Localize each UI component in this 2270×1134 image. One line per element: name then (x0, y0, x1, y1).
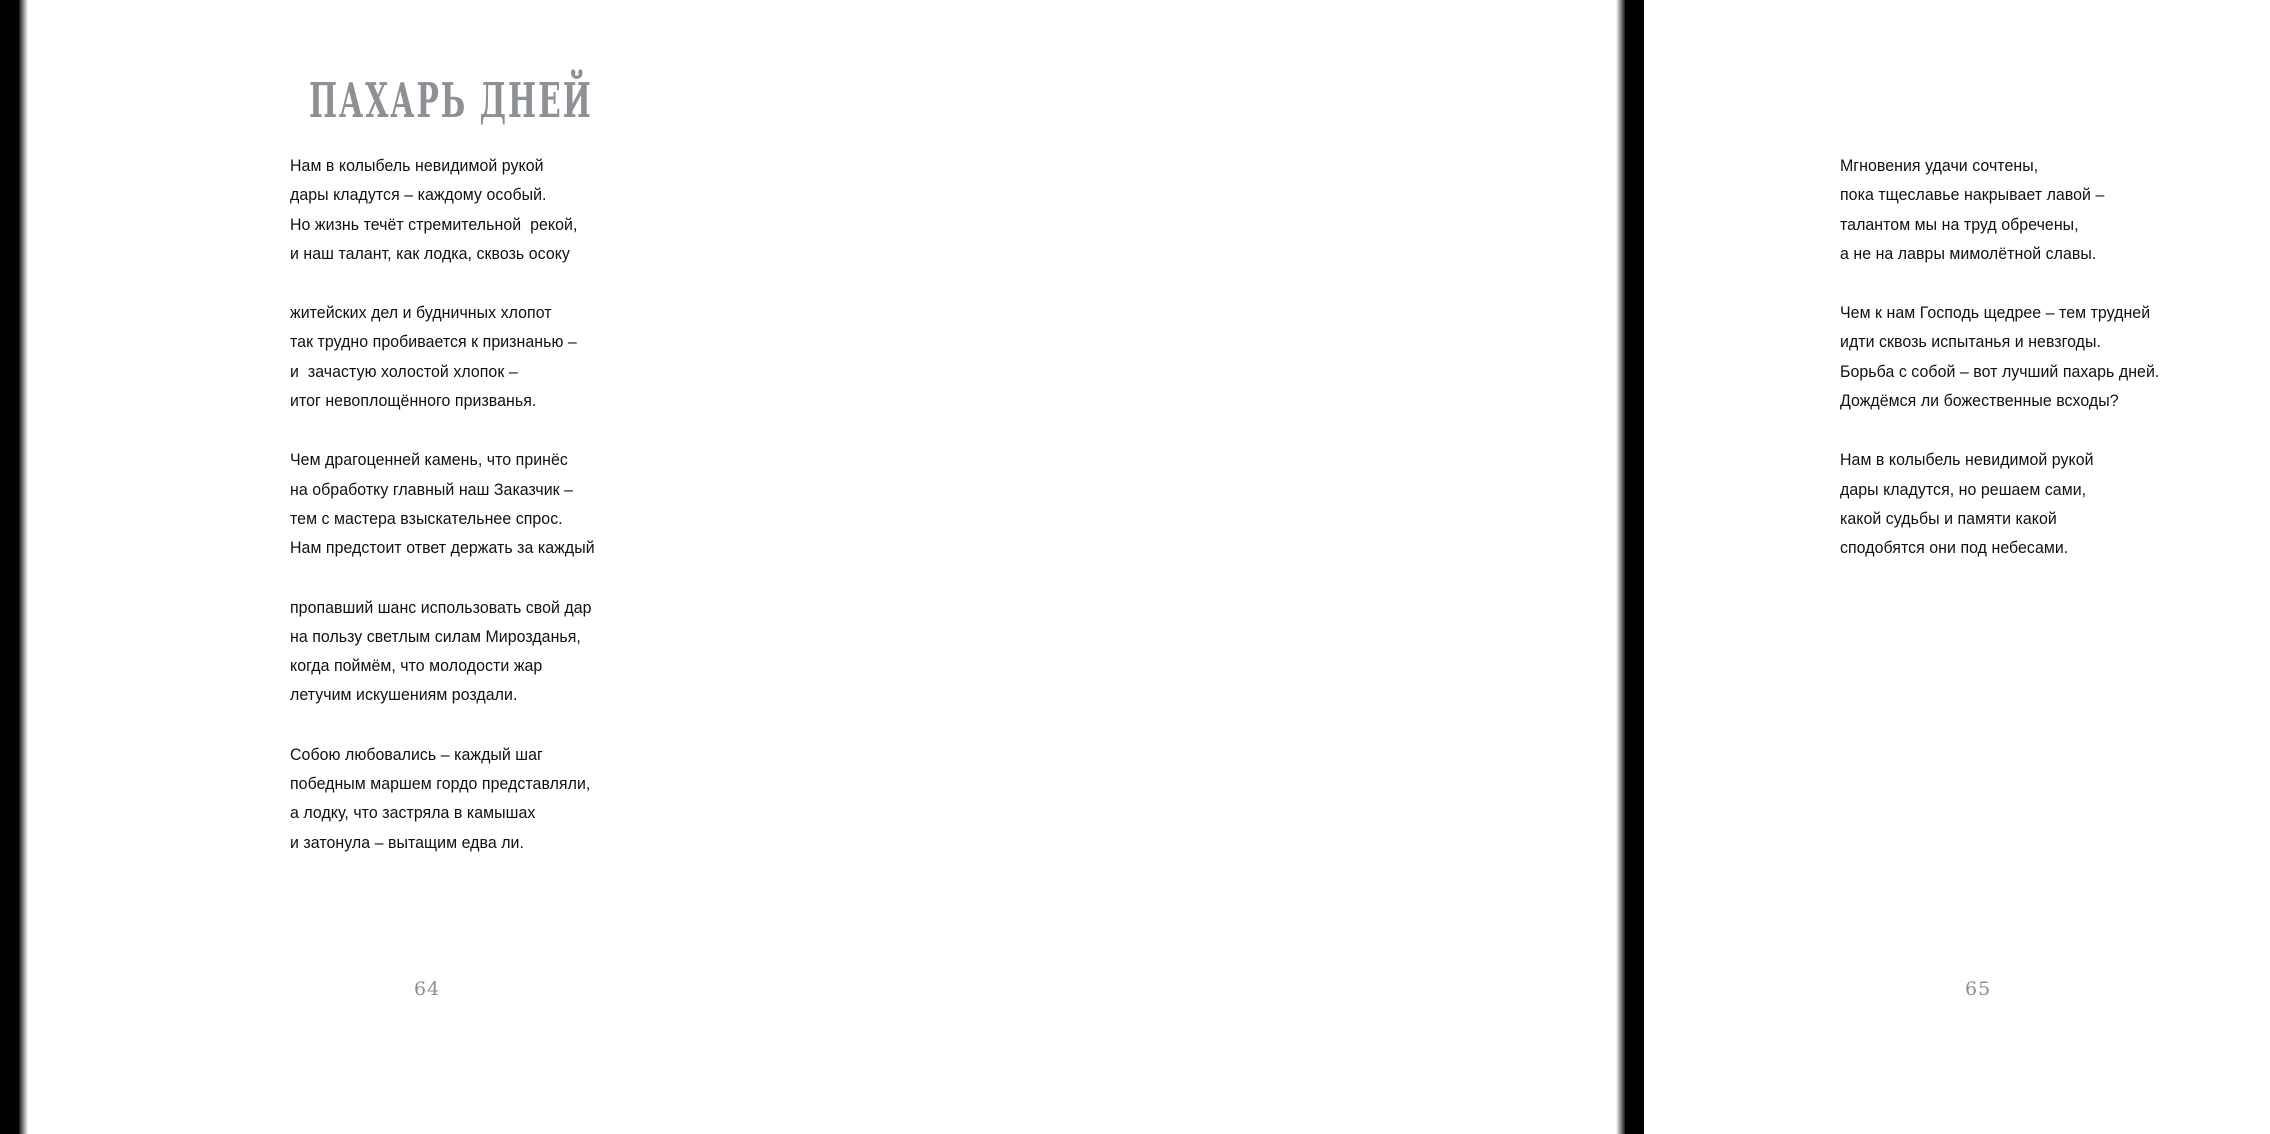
poem-line: Мгновения удачи сочтены, (1840, 157, 2039, 175)
poem-line: когда поймём, что молодости жар (290, 657, 543, 676)
poem-line: Но жизнь течёт стремительной рекой, (290, 215, 578, 234)
poem-line: и наш талант, как лодка, сквозь осоку (290, 244, 570, 263)
poem-line: а не на лавры мимолётной славы. (1840, 244, 2097, 263)
poem-line: летучим искушениям роздали. (290, 686, 518, 705)
poem-line: Дождёмся ли божественные всходы? (1840, 392, 2119, 411)
poem-line: пока тщеславье накрывает лавой – (1840, 186, 2105, 205)
page-right (822, 0, 2160, 1134)
stanza (290, 741, 720, 858)
poem-line: пропавший шанс использовать свой дар (290, 598, 592, 617)
page-left (28, 0, 822, 1134)
poem-line: Нам в колыбель невидимой рукой (1840, 451, 2094, 470)
page-number-right: 65 (1965, 978, 1992, 1000)
book-edge-right-shadow (1616, 0, 1625, 1134)
stanza (290, 299, 720, 416)
poem-body-left (290, 152, 720, 888)
poem-title: ПАХАРЬ ДНЕЙ (309, 72, 593, 129)
book-edge-left-shadow (19, 0, 28, 1134)
book-edge-left (0, 0, 19, 1134)
poem-line: и зачастую холостой хлопок – (290, 362, 518, 381)
poem-line: Нам в колыбель невидимой рукой (290, 157, 544, 175)
poem-line: сподобятся они под небесами. (1840, 539, 2069, 558)
poem-line: какой судьбы и памяти какой (1840, 509, 2057, 528)
poem-line: на пользу светлым силам Мирозданья, (290, 627, 581, 646)
poem-line: Чем драгоценней камень, что принёс (290, 451, 568, 470)
poem-line: Борьба с собой – вот лучший пахарь дней. (1840, 362, 2160, 381)
poem-line: Чем к нам Господь щедрее – тем трудней (1840, 304, 2151, 323)
poem-body-right (1840, 152, 2270, 594)
poem-line: талантом мы на труд обречены, (1840, 215, 2079, 234)
poem-line: на обработку главный наш Заказчик – (290, 480, 574, 499)
poem-line: так трудно пробивается к признанью – (290, 333, 577, 352)
page-number-left: 64 (414, 978, 441, 1000)
poem-line: идти сквозь испытанья и невзгоды. (1840, 333, 2101, 352)
stanza (1840, 152, 2270, 269)
stanza (290, 446, 720, 563)
poem-line: дары кладутся – каждому особый. (290, 186, 547, 205)
poem-line: победным маршем гордо представляли, (290, 775, 591, 794)
poem-line: дары кладутся, но решаем сами, (1840, 480, 2087, 499)
poem-line: тем с мастера взыскательнее спрос. (290, 509, 563, 528)
stanza (1840, 299, 2270, 416)
stanza (290, 594, 720, 711)
poem-line: и затонула – вытащим едва ли. (290, 833, 524, 852)
poem-line: а лодку, что застряла в камышах (290, 804, 536, 823)
book-edge-right (1625, 0, 1644, 1134)
poem-line: житейских дел и будничных хлопот (290, 304, 552, 323)
stanza (290, 152, 720, 269)
poem-line: Нам предстоит ответ держать за каждый (290, 539, 595, 558)
poem-line: Собою любовались – каждый шаг (290, 745, 543, 764)
poem-line: итог невоплощённого призванья. (290, 392, 537, 411)
stanza (1840, 446, 2270, 563)
